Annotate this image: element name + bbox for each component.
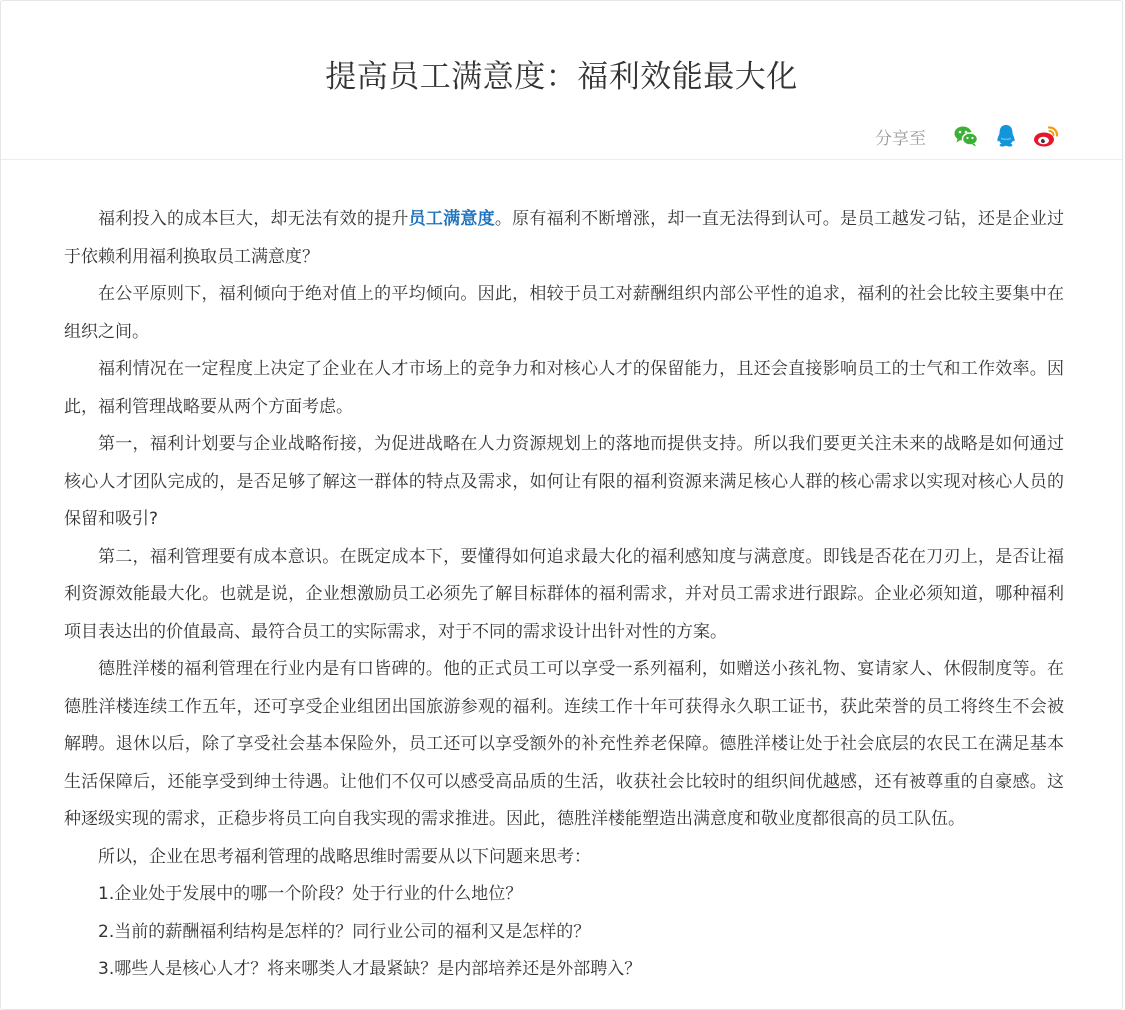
share-bar xyxy=(875,121,1060,151)
qq-icon[interactable] xyxy=(992,122,1020,150)
paragraph: 第二，福利管理要有成本意识。在既定成本下，要懂得如何追求最大化的福利感知度与满意度。即钱是否花在刀刃上，是否让福利资源效能最大化。也就是说，企业想激励员工必须先了解目标群体的福利需求，并对员工需求进行跟踪。企业必须知道，哪种福利项目表达出的价值最高、最符合员工的实际需求，对于不同的需求设计出针对性的方案。 xyxy=(64,546,1064,642)
article-body xyxy=(64,201,1064,989)
list-item: 2.当前的薪酬福利结构是怎样的？同行业公司的福利又是怎样的？ xyxy=(98,921,591,942)
paragraph xyxy=(64,201,1064,276)
paragraph: 第一，福利计划要与企业战略衔接，为促进战略在人力资源规划上的落地而提供支持。所以我们要更关注未来的战略是如何通过核心人才团队完成的，是否足够了解这一群体的特点及需求，如何让有限的福利资源来满足核心人群的核心需求以实现对核心人员的保留和吸引? xyxy=(64,434,1064,529)
share-label: 分享至 xyxy=(875,128,926,149)
paragraph-text: 。原有福利不断增涨，却一直无法得到认可。是员工越发刁钻，还是企业过于依赖利用福利换取员工满意度？ xyxy=(64,209,1065,267)
list-item: 3.哪些人是核心人才？将来哪类人才最紧缺？是内部培养还是外部聘入？ xyxy=(98,959,642,979)
article-title: 提高员工满意度：福利效能最大化 xyxy=(325,59,798,95)
weibo-icon[interactable] xyxy=(1032,122,1060,150)
list-item: 1.企业处于发展中的哪一个阶段？处于行业的什么地位？ xyxy=(98,884,523,904)
keyword-link[interactable]: 员工满意度 xyxy=(408,209,495,229)
paragraph-text: 福利投入的成本巨大，却无法有效的提升 xyxy=(98,209,409,229)
paragraph: 德胜洋楼的福利管理在行业内是有口皆碑的。他的正式员工可以享受一系列福利，如赠送小孩礼物、宴请家人、休假制度等。在德胜洋楼连续工作五年，还可享受企业组团出国旅游参观的福利。连续工作十年可获得永久职工证书，获此荣誉的员工将终生不会被解聘。退休以后，除了享受社会基本保险外，员工还可以享受额外的补充性养老保障。德胜洋楼让处于社会底层的农民工在满足基本生活保障后，还能享受到绅士待遇。让他们不仅可以感受高品质的生活，收获社会比较时的组织间优越感，还有被尊重的自豪感。这种逐级实现的需求，正稳步将员工向自我实现的需求推进。因此，德胜洋楼能塑造出满意度和敬业度都很高的员工队伍。 xyxy=(64,659,1064,829)
article-header xyxy=(1,1,1122,160)
wechat-icon[interactable] xyxy=(952,122,980,150)
paragraph: 所以，企业在思考福利管理的战略思维时需要从以下问题来思考： xyxy=(98,846,591,867)
paragraph: 福利情况在一定程度上决定了企业在人才市场上的竞争力和对核心人才的保留能力，且还会直接影响员工的士气和工作效率。因此，福利管理战略要从两个方面考虑。 xyxy=(64,359,1064,417)
paragraph: 在公平原则下，福利倾向于绝对值上的平均倾向。因此，相较于员工对薪酬组织内部公平性的追求，福利的社会比较主要集中在组织之间。 xyxy=(64,284,1064,342)
